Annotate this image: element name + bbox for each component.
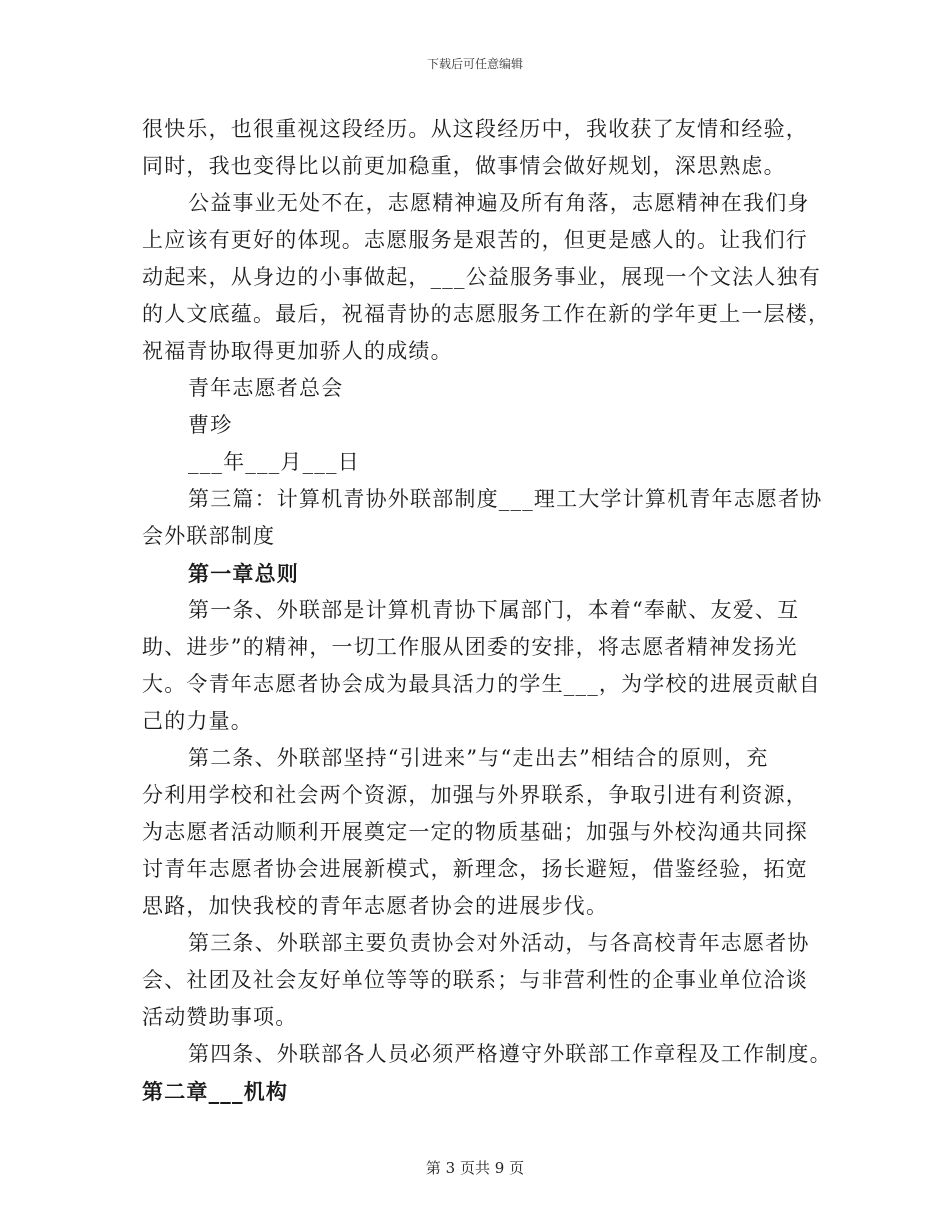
signature-date: ___年___月___日	[188, 450, 360, 474]
page-header: 下载后可任意编辑	[426, 57, 523, 71]
text-line: 祝福青协取得更加骄人的成绩。	[142, 339, 453, 363]
chapter-heading: 第一章总则	[188, 561, 299, 586]
text-line: 助、进步”的精神，一切工作服从团委的安排，将志愿者精神发扬光	[142, 635, 798, 659]
page-footer: 第 3 页共 9 页	[425, 1159, 525, 1177]
text-line: 同时，我也变得比以前更加稳重，做事情会做好规划，深思熟虑。	[142, 154, 786, 178]
text-line: 第三条、外联部主要负责协会对外活动，与各高校青年志愿者协	[188, 931, 810, 955]
text-line: 为志愿者活动顺利开展奠定一定的物质基础；加强与外校沟通共同探	[142, 820, 808, 844]
text-line: 己的力量。	[142, 709, 253, 733]
text-line: 第四条、外联部各人员必须严格遵守外联部工作章程及工作制度。	[188, 1042, 832, 1066]
text-line: 活动赞助事项。	[142, 1005, 298, 1029]
text-line: 公益事业无处不在，志愿精神遍及所有角落，志愿精神在我们身	[188, 191, 810, 215]
text-line: 分利用学校和社会两个资源，加强与外界联系，争取引进有利资源，	[142, 783, 808, 807]
text-line: 大。令青年志愿者协会成为最具活力的学生___，为学校的进展贡献自	[142, 672, 821, 696]
signature-organization: 青年志愿者总会	[188, 376, 344, 400]
text-line: 第二条、外联部坚持“引进来”与“走出去”相结合的原则，充	[188, 746, 769, 770]
text-line: 很快乐，也很重视这段经历。从这段经历中，我收获了友情和经验，	[142, 117, 808, 141]
text-line: 动起来，从身边的小事做起，___公益服务事业，展现一个文法人独有	[142, 265, 821, 289]
chapter-heading: 第二章___机构	[142, 1079, 289, 1104]
document-body	[142, 111, 832, 1110]
text-line: 会、社团及社会友好单位等等的联系；与非营利性的企事业单位洽谈	[142, 968, 808, 992]
signature-name: 曹珍	[188, 413, 233, 437]
text-line: 的人文底蕴。最后，祝福青协的志愿服务工作在新的学年更上一层楼，	[142, 302, 831, 326]
text-line: 上应该有更好的体现。志愿服务是艰苦的，但更是感人的。让我们行	[142, 228, 808, 252]
text-line: 思路，加快我校的青年志愿者协会的进展步伐。	[142, 894, 609, 918]
text-line: 第一条、外联部是计算机青协下属部门，本着“奉献、友爱、互	[188, 598, 800, 622]
text-line: 讨青年志愿者协会进展新模式，新理念，扬长避短，借鉴经验，拓宽	[142, 857, 808, 881]
section-title: 会外联部制度	[142, 524, 276, 548]
section-title: 第三篇：计算机青协外联部制度___理工大学计算机青年志愿者协	[188, 487, 823, 511]
